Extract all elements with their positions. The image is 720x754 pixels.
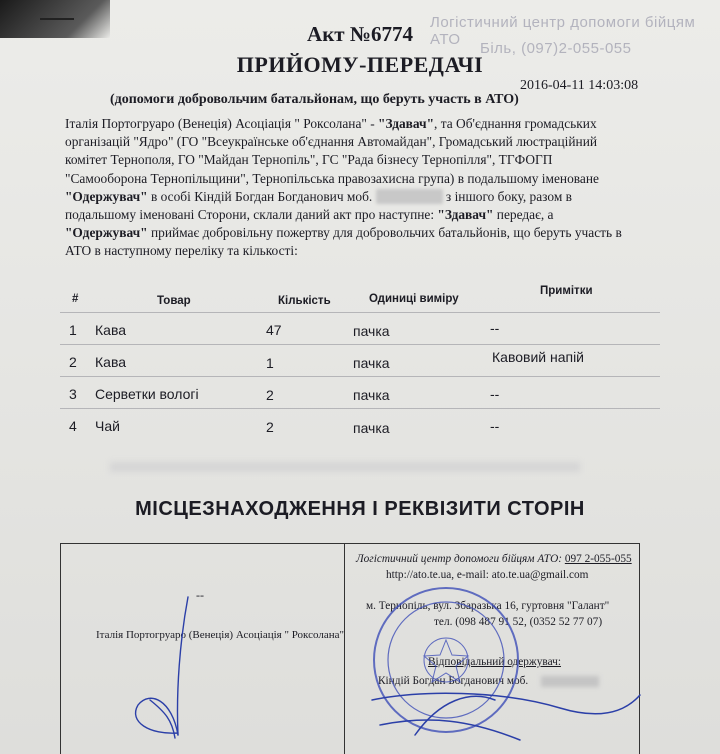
body-text-4: з іншого боку, разом в подальшому іменовані Сторони, склали даний акт про наступне: bbox=[65, 188, 572, 223]
row-note: -- bbox=[490, 418, 500, 434]
col-header-item: Товар bbox=[157, 295, 191, 307]
col-header-notes: Примітки bbox=[540, 285, 593, 297]
row-qty: 2 bbox=[266, 419, 274, 435]
institution-stamp bbox=[374, 588, 518, 732]
row-item: Кава bbox=[95, 322, 127, 338]
row-item: Серветки вологі bbox=[95, 386, 199, 402]
right-party-address: м. Тернопіль, вул. Збаразька 16, гуртовня "Галант" bbox=[366, 600, 610, 612]
left-signature bbox=[136, 597, 188, 738]
col-header-unit: Одиниці виміру bbox=[369, 293, 459, 305]
act-subtitle: (допомоги добровольчим батальйонам, що беруть участь в АТО) bbox=[110, 92, 519, 107]
requisites-title: МІСЦЕЗНАХОДЖЕННЯ І РЕКВІЗИТИ СТОРІН bbox=[135, 498, 585, 520]
col-header-qty: Кількість bbox=[278, 295, 331, 307]
row-note: -- bbox=[490, 320, 500, 336]
row-unit: пачка bbox=[353, 323, 390, 339]
row-unit: пачка bbox=[353, 387, 390, 403]
row-qty: 2 bbox=[266, 387, 274, 403]
row-item: Кава bbox=[95, 354, 127, 370]
body-text-3: в особі Кіндій Богдан Богданович моб. bbox=[147, 188, 376, 204]
giver-term: "Здавач" bbox=[378, 116, 435, 131]
body-text-6: приймає добровільну пожертву для добровольчих батальйонів, що беруть участь в АТО в наступному переліку та кількості: bbox=[65, 225, 622, 259]
row-number: 1 bbox=[69, 322, 77, 338]
row-note: -- bbox=[490, 386, 500, 402]
left-party-org: Італія Портогруаро (Венеція) Асоціація " Роксолана" bbox=[96, 629, 344, 641]
row-qty: 47 bbox=[266, 322, 282, 338]
col-header-number: # bbox=[72, 293, 79, 305]
left-party-dash: -- bbox=[196, 588, 204, 602]
act-datetime: 2016-04-11 14:03:08 bbox=[520, 78, 639, 93]
watermark-line-2: Біль, (097)2-055-055 bbox=[480, 40, 632, 57]
act-number: Акт №6774 bbox=[307, 22, 413, 46]
body-text-1: Італія Портогруаро (Венеція) Асоціація " Роксолана" - bbox=[65, 116, 379, 131]
receiver-term: "Одержувач" bbox=[65, 188, 148, 204]
watermark-line-1: Логістичний центр допомоги бійцям АТО bbox=[430, 14, 696, 48]
row-unit: пачка bbox=[353, 420, 390, 436]
giver-term-2: "Здавач" bbox=[437, 207, 494, 223]
right-party-phone: 097 2-055-055 bbox=[564, 553, 632, 565]
right-party-web: http://ato.te.ua, e-mail: ato.te.ua@gmail.com bbox=[386, 568, 589, 581]
body-text-5: передає, а bbox=[493, 207, 554, 223]
act-title: ПРИЙОМУ-ПЕРЕДАЧІ bbox=[236, 52, 484, 77]
right-party-responsible: Відповідальний одержувач: bbox=[428, 656, 561, 668]
row-number: 3 bbox=[69, 386, 77, 402]
body-text-2: , та Об'єднання громадських організацій "Ядро" (ГО "Всеукраїнське об'єднання Автомайдан", Громадський люстраційний комітет Тернополя, ГО "Майдан Тернопіль", ГС "Рада бізнесу Тернопілля", ТГФОГП "Самооборона Тернопільщини", Тернопільська правозахисна група) в подальшому іменоване bbox=[65, 116, 599, 186]
row-note: Кавовий напій bbox=[492, 349, 585, 365]
row-number: 4 bbox=[69, 418, 77, 434]
right-party-name: Кіндій Богдан Богданович моб. bbox=[378, 675, 529, 687]
row-number: 2 bbox=[69, 354, 77, 370]
right-party-center: Логістичний центр допомоги бійцям АТО: bbox=[356, 553, 565, 565]
receiver-term-2: "Одержувач" bbox=[65, 225, 148, 241]
row-unit: пачка bbox=[353, 355, 390, 371]
row-qty: 1 bbox=[266, 355, 274, 371]
right-party-tel: тел. (098 487 91 52, (0352 52 77 07) bbox=[434, 616, 603, 628]
row-item: Чай bbox=[95, 418, 120, 434]
